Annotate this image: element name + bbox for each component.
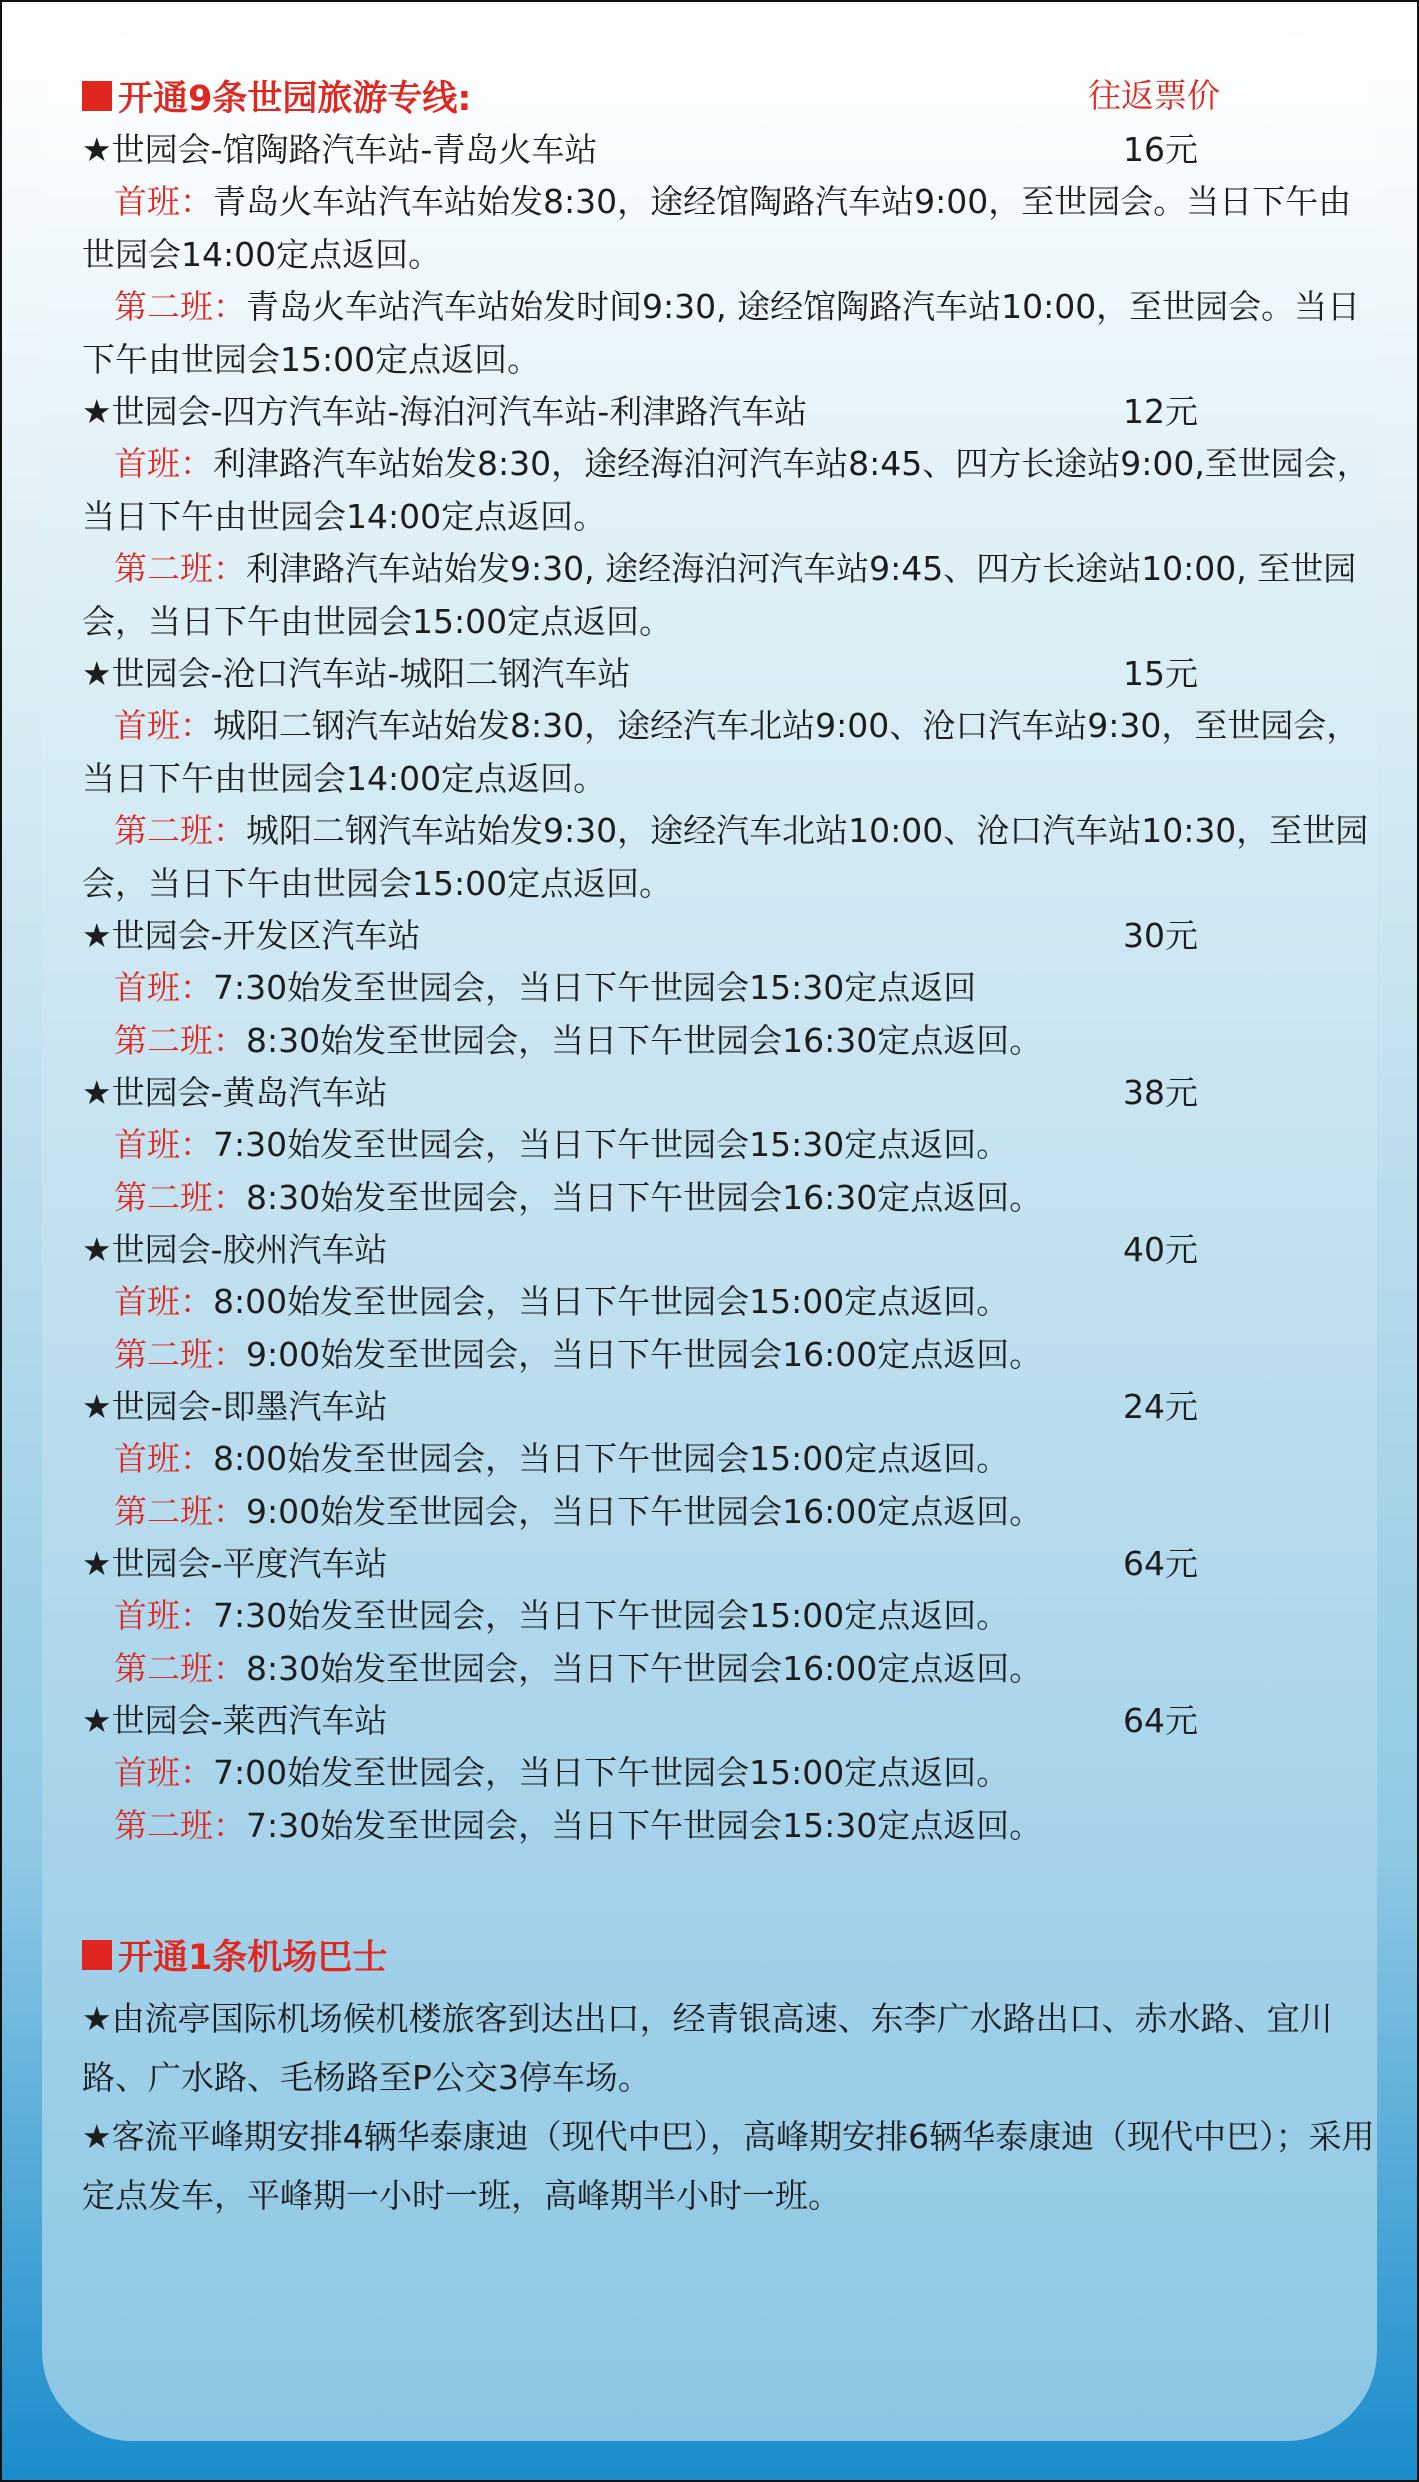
route-price: 64元 (1123, 1701, 1198, 1740)
first-bus-label: 首班： (114, 1439, 213, 1478)
route-price: 15元 (1123, 654, 1198, 693)
first-bus-label: 首班： (114, 706, 213, 745)
second-bus-schedule (82, 1800, 1382, 1853)
first-bus-label: 首班： (114, 182, 213, 221)
route-block (82, 1067, 1382, 1224)
first-bus-schedule (82, 1590, 1382, 1643)
route-name: ★世园会-沧口汽车站-城阳二钢汽车站 (82, 654, 631, 693)
route-price: 30元 (1123, 916, 1198, 955)
route-list (82, 124, 1382, 1852)
route-price: 38元 (1123, 1073, 1198, 1112)
route-block (82, 648, 1382, 910)
airport-bus-route-text: ★由流亭国际机场候机楼旅客到达出口，经青银高速、东李广水路出口、赤水路、宜川路、广水路、毛杨路至P公交3停车场。 (82, 1999, 1333, 2097)
route-name: ★世园会-平度汽车站 (82, 1544, 388, 1583)
first-bus-label: 首班： (114, 1282, 213, 1321)
route-title-row (82, 124, 1382, 176)
route-name: ★世园会-馆陶路汽车站-青岛火车站 (82, 130, 598, 169)
first-bus-text: 8:00始发至世园会，当日下午世园会15:00定点返回。 (213, 1439, 1010, 1478)
route-block (82, 386, 1382, 648)
price-column-header: 往返票价 (1088, 76, 1220, 115)
second-bus-schedule (82, 1643, 1382, 1696)
route-title-row (82, 1224, 1382, 1276)
second-bus-schedule (82, 1486, 1382, 1539)
section-title: 开通9条世园旅游专线: (118, 79, 472, 119)
first-bus-text: 城阳二钢汽车站始发8:30，途经汽车北站9:00、沧口汽车站9:30，至世园会，当日下午由世园会14:00定点返回。 (82, 706, 1360, 798)
first-bus-label: 首班： (114, 1125, 213, 1164)
first-bus-schedule (82, 962, 1382, 1015)
airport-bus-frequency-text: ★客流平峰期安排4辆华泰康迪（现代中巴），高峰期安排6辆华泰康迪（现代中巴）；采用定点发车，平峰期一小时一班，高峰期半小时一班。 (82, 2117, 1375, 2215)
red-square-icon (82, 81, 112, 111)
first-bus-schedule (82, 700, 1382, 805)
first-bus-text: 7:30始发至世园会，当日下午世园会15:30定点返回 (213, 968, 977, 1007)
route-block (82, 910, 1382, 1067)
route-name: ★世园会-黄岛汽车站 (82, 1073, 388, 1112)
second-bus-label: 第二班： (114, 1491, 246, 1531)
first-bus-text: 7:00始发至世园会，当日下午世园会15:00定点返回。 (213, 1753, 1010, 1792)
second-bus-label: 第二班： (114, 1020, 246, 1060)
section-title: 开通1条机场巴士 (118, 1938, 388, 1978)
first-bus-label: 首班： (114, 968, 213, 1007)
route-title-row (82, 1067, 1382, 1119)
route-block (82, 1224, 1382, 1381)
first-bus-text: 青岛火车站汽车站始发8:30，途经馆陶路汽车站9:00，至世园会。当日下午由世园会14:00定点返回。 (82, 182, 1352, 274)
second-bus-text: 9:00始发至世园会，当日下午世园会16:00定点返回。 (246, 1334, 1043, 1374)
route-price: 24元 (1123, 1387, 1198, 1426)
second-bus-text: 9:00始发至世园会，当日下午世园会16:00定点返回。 (246, 1491, 1043, 1531)
route-block (82, 1538, 1382, 1695)
first-bus-label: 首班： (114, 444, 213, 483)
red-square-icon (82, 1940, 112, 1970)
second-bus-schedule (82, 281, 1382, 386)
route-block (82, 124, 1382, 386)
second-bus-label: 第二班： (114, 1648, 246, 1688)
second-bus-text: 8:30始发至世园会，当日下午世园会16:30定点返回。 (246, 1020, 1043, 1060)
second-bus-schedule (82, 543, 1382, 648)
route-name: ★世园会-开发区汽车站 (82, 916, 421, 955)
route-price: 40元 (1123, 1230, 1198, 1269)
first-bus-label: 首班： (114, 1596, 213, 1635)
route-title-row (82, 648, 1382, 700)
second-bus-text: 8:30始发至世园会，当日下午世园会16:30定点返回。 (246, 1177, 1043, 1217)
route-name: ★世园会-莱西汽车站 (82, 1701, 388, 1740)
second-bus-label: 第二班： (114, 287, 246, 326)
first-bus-schedule (82, 1276, 1382, 1329)
route-title-row (82, 1538, 1382, 1590)
second-bus-schedule (82, 1329, 1382, 1382)
route-title-row (82, 386, 1382, 438)
route-name: ★世园会-即墨汽车站 (82, 1387, 388, 1426)
second-bus-schedule (82, 1015, 1382, 1068)
second-bus-schedule (82, 805, 1382, 910)
second-bus-text: 青岛火车站汽车站始发时间9:30, 途经馆陶路汽车站10:00，至世园会。当日下午由世园会15:00定点返回。 (82, 287, 1361, 379)
route-price: 16元 (1123, 130, 1198, 169)
second-bus-text: 8:30始发至世园会，当日下午世园会16:00定点返回。 (246, 1648, 1043, 1688)
second-bus-schedule (82, 1172, 1382, 1225)
route-price: 64元 (1123, 1544, 1198, 1583)
first-bus-schedule (82, 1433, 1382, 1486)
second-bus-label: 第二班： (114, 1177, 246, 1217)
route-name: ★世园会-四方汽车站-海泊河汽车站-利津路汽车站 (82, 392, 808, 431)
route-block (82, 1381, 1382, 1538)
second-bus-label: 第二班： (114, 1805, 246, 1845)
schedule-content (82, 68, 1382, 2225)
route-block (82, 1695, 1382, 1852)
route-title-row (82, 910, 1382, 962)
route-title-row (82, 1381, 1382, 1433)
section-heading-airport-bus (82, 1927, 1382, 1983)
first-bus-schedule (82, 176, 1382, 281)
second-bus-label: 第二班： (114, 1334, 246, 1374)
first-bus-schedule (82, 1119, 1382, 1172)
route-price: 12元 (1123, 392, 1198, 431)
section-heading-tour-lines (82, 68, 1382, 124)
first-bus-schedule (82, 438, 1382, 543)
second-bus-text: 利津路汽车站始发9:30, 途经海泊河汽车站9:45、四方长途站10:00, 至世园会，当日下午由世园会15:00定点返回。 (82, 549, 1357, 641)
route-name: ★世园会-胶州汽车站 (82, 1230, 388, 1269)
first-bus-text: 利津路汽车站始发8:30，途经海泊河汽车站8:45、四方长途站9:00,至世园会，当日下午由世园会14:00定点返回。 (82, 444, 1370, 536)
second-bus-label: 第二班： (114, 811, 246, 850)
route-title-row (82, 1695, 1382, 1747)
second-bus-text: 城阳二钢汽车站始发9:30，途经汽车北站10:00、沧口汽车站10:30，至世园会，当日下午由世园会15:00定点返回。 (82, 811, 1369, 903)
second-bus-text: 7:30始发至世园会，当日下午世园会15:30定点返回。 (246, 1805, 1043, 1845)
second-bus-label: 第二班： (114, 549, 246, 588)
first-bus-text: 7:30始发至世园会，当日下午世园会15:30定点返回。 (213, 1125, 1010, 1164)
first-bus-text: 7:30始发至世园会，当日下午世园会15:00定点返回。 (213, 1596, 1010, 1635)
first-bus-schedule (82, 1747, 1382, 1800)
first-bus-text: 8:00始发至世园会，当日下午世园会15:00定点返回。 (213, 1282, 1010, 1321)
first-bus-label: 首班： (114, 1753, 213, 1792)
